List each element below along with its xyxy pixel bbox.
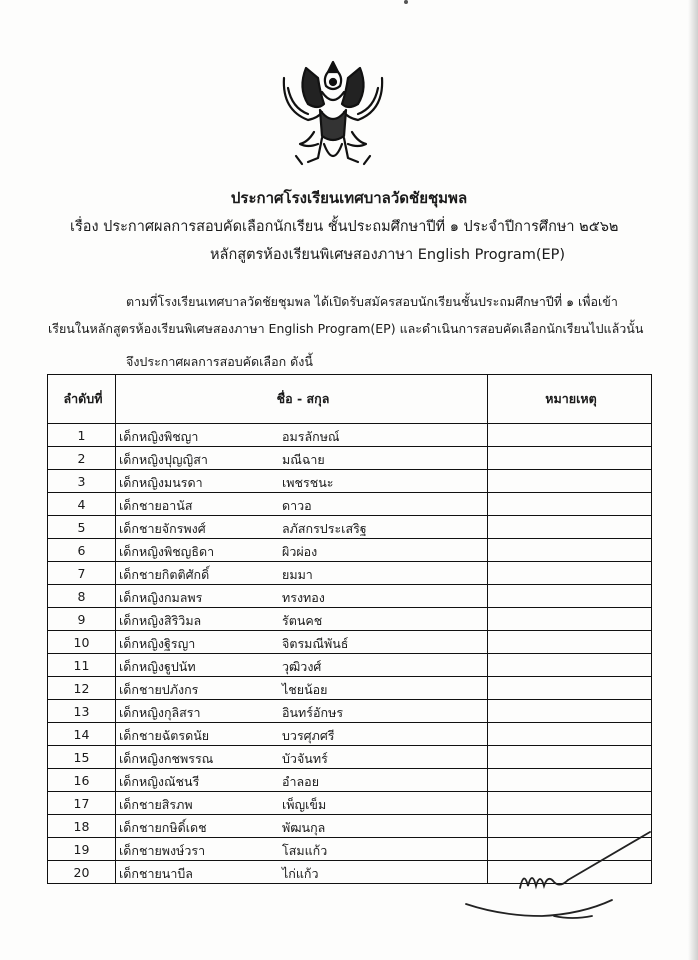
first-name: เด็กหญิงฐิรญา	[119, 636, 196, 651]
first-name: เด็กหญิงปุญญิสา	[119, 452, 208, 467]
table-row	[48, 792, 652, 815]
table-row	[48, 493, 652, 516]
row-name	[116, 424, 488, 447]
scan-shadow-edge	[688, 0, 698, 960]
row-note	[488, 631, 652, 654]
row-note	[488, 792, 652, 815]
table-row	[48, 585, 652, 608]
row-note	[488, 424, 652, 447]
document-title: ประกาศโรงเรียนเทศบาลวัดชัยชุมพล	[230, 189, 468, 207]
scan-speck	[404, 0, 408, 4]
last-name: พัฒนกุล	[282, 820, 326, 835]
row-number: 1	[48, 424, 116, 447]
first-name: เด็กหญิงกุลิสรา	[119, 705, 201, 720]
table-row	[48, 723, 652, 746]
table-header-row	[48, 375, 652, 424]
row-name	[116, 470, 488, 493]
row-name	[116, 769, 488, 792]
table-row	[48, 654, 652, 677]
last-name: มณีฉาย	[282, 452, 325, 467]
row-number: 4	[48, 493, 116, 516]
table-row	[48, 516, 652, 539]
last-name: วุฒิวงศ์	[282, 659, 322, 674]
first-name: เด็กชายสิรภพ	[119, 797, 193, 812]
table-row	[48, 700, 652, 723]
table-row	[48, 562, 652, 585]
row-name	[116, 723, 488, 746]
row-note	[488, 493, 652, 516]
last-name: เพชรชนะ	[282, 475, 334, 490]
first-name: เด็กหญิงกมลพร	[119, 590, 203, 605]
body-paragraph-1: ตามที่โรงเรียนเทศบาลวัดชัยชุมพล ได้เปิดรับสมัครสอบนักเรียนชั้นประถมศึกษาปีที่ ๑ เพื่อเข้า	[126, 294, 618, 309]
results-table	[47, 374, 652, 884]
first-name: เด็กชายนาบีล	[119, 866, 193, 881]
row-number: 5	[48, 516, 116, 539]
last-name: ไก่แก้ว	[282, 866, 319, 881]
first-name: เด็กชายกิตติศักดิ์	[119, 567, 210, 582]
row-number: 8	[48, 585, 116, 608]
row-name	[116, 677, 488, 700]
first-name: เด็กชายพงษ์วรา	[119, 843, 206, 858]
first-name: เด็กชายกษิดิ์เดช	[119, 820, 207, 835]
first-name: เด็กหญิงกชพรรณ	[119, 751, 214, 766]
first-name: เด็กหญิงณัชนรี	[119, 774, 200, 789]
row-note	[488, 562, 652, 585]
row-name	[116, 539, 488, 562]
table-row	[48, 677, 652, 700]
table-row	[48, 424, 652, 447]
first-name: เด็กหญิงมนรดา	[119, 475, 203, 490]
row-number: 17	[48, 792, 116, 815]
first-name: เด็กหญิงพิชญา	[119, 429, 199, 444]
first-name: เด็กหญิงพิชญธิดา	[119, 544, 215, 559]
row-name	[116, 838, 488, 861]
row-name	[116, 746, 488, 769]
last-name: รัตนคช	[282, 613, 323, 628]
row-number: 14	[48, 723, 116, 746]
row-number: 16	[48, 769, 116, 792]
first-name: เด็กชายอานัส	[119, 498, 193, 513]
body-paragraph-3: จึงประกาศผลการสอบคัดเลือก ดังนี้	[126, 354, 313, 369]
row-name	[116, 447, 488, 470]
row-note	[488, 539, 652, 562]
table-row	[48, 746, 652, 769]
last-name: ผิวผ่อง	[282, 544, 318, 559]
table-row	[48, 447, 652, 470]
row-number: 13	[48, 700, 116, 723]
row-name	[116, 631, 488, 654]
row-note	[488, 677, 652, 700]
row-name	[116, 585, 488, 608]
header-note: หมายเหตุ	[488, 375, 652, 424]
row-note	[488, 769, 652, 792]
row-note	[488, 723, 652, 746]
table-row	[48, 608, 652, 631]
header-name: ชื่อ - สกุล	[116, 375, 488, 424]
last-name: ไชยน้อย	[282, 682, 328, 697]
last-name: ยมมา	[282, 567, 313, 582]
last-name: ทรงทอง	[282, 590, 325, 605]
row-name	[116, 562, 488, 585]
last-name: บัวจันทร์	[282, 751, 328, 766]
table-row	[48, 769, 652, 792]
program-name: หลักสูตรห้องเรียนพิเศษสองภาษา English Program(EP)	[210, 247, 566, 263]
row-note	[488, 516, 652, 539]
last-name: อมรลักษณ์	[282, 429, 340, 444]
row-note	[488, 585, 652, 608]
row-name	[116, 493, 488, 516]
first-name: เด็กชายจักรพงศ์	[119, 521, 206, 536]
row-number: 12	[48, 677, 116, 700]
signature-icon	[462, 830, 672, 930]
last-name: อำลอย	[282, 774, 320, 789]
row-number: 9	[48, 608, 116, 631]
body-paragraph-2: เรียนในหลักสูตรห้องเรียนพิเศษสองภาษา English Program(EP) และดำเนินการสอบคัดเลือกนักเรียนไปแล้วนั้น	[48, 321, 644, 336]
first-name: เด็กชายฉัตรดนัย	[119, 728, 210, 743]
last-name: เพ็ญเข็ม	[282, 797, 327, 812]
table-row	[48, 631, 652, 654]
row-number: 3	[48, 470, 116, 493]
row-number: 20	[48, 861, 116, 884]
row-number: 2	[48, 447, 116, 470]
table-row	[48, 539, 652, 562]
row-name	[116, 700, 488, 723]
first-name: เด็กชายปภังกร	[119, 682, 199, 697]
row-name	[116, 516, 488, 539]
row-number: 10	[48, 631, 116, 654]
row-number: 15	[48, 746, 116, 769]
row-name	[116, 815, 488, 838]
row-number: 18	[48, 815, 116, 838]
row-note	[488, 470, 652, 493]
first-name: เด็กหญิงฐูปนัท	[119, 659, 196, 674]
row-number: 6	[48, 539, 116, 562]
header-no: ลำดับที่	[48, 375, 116, 424]
document-subject: เรื่อง ประกาศผลการสอบคัดเลือกนักเรียน ชั้นประถมศึกษาปีที่ ๑ ประจำปีการศึกษา ๒๕๖๒	[70, 219, 619, 235]
row-number: 19	[48, 838, 116, 861]
last-name: จิตรมณีพันธ์	[282, 636, 349, 651]
row-name	[116, 861, 488, 884]
row-note	[488, 654, 652, 677]
row-note	[488, 447, 652, 470]
last-name: ลภัสกรประเสริฐ	[282, 521, 367, 536]
row-name	[116, 654, 488, 677]
row-note	[488, 608, 652, 631]
row-note	[488, 746, 652, 769]
row-name	[116, 792, 488, 815]
table-row	[48, 470, 652, 493]
row-number: 11	[48, 654, 116, 677]
row-note	[488, 700, 652, 723]
row-name	[116, 608, 488, 631]
last-name: โสมแก้ว	[282, 843, 328, 858]
row-number: 7	[48, 562, 116, 585]
garuda-emblem-icon	[278, 58, 388, 176]
last-name: อินทร์อักษร	[282, 705, 344, 720]
last-name: บวรศุภศรี	[282, 728, 335, 743]
first-name: เด็กหญิงสิริวิมล	[119, 613, 202, 628]
last-name: ดาวอ	[282, 498, 312, 513]
